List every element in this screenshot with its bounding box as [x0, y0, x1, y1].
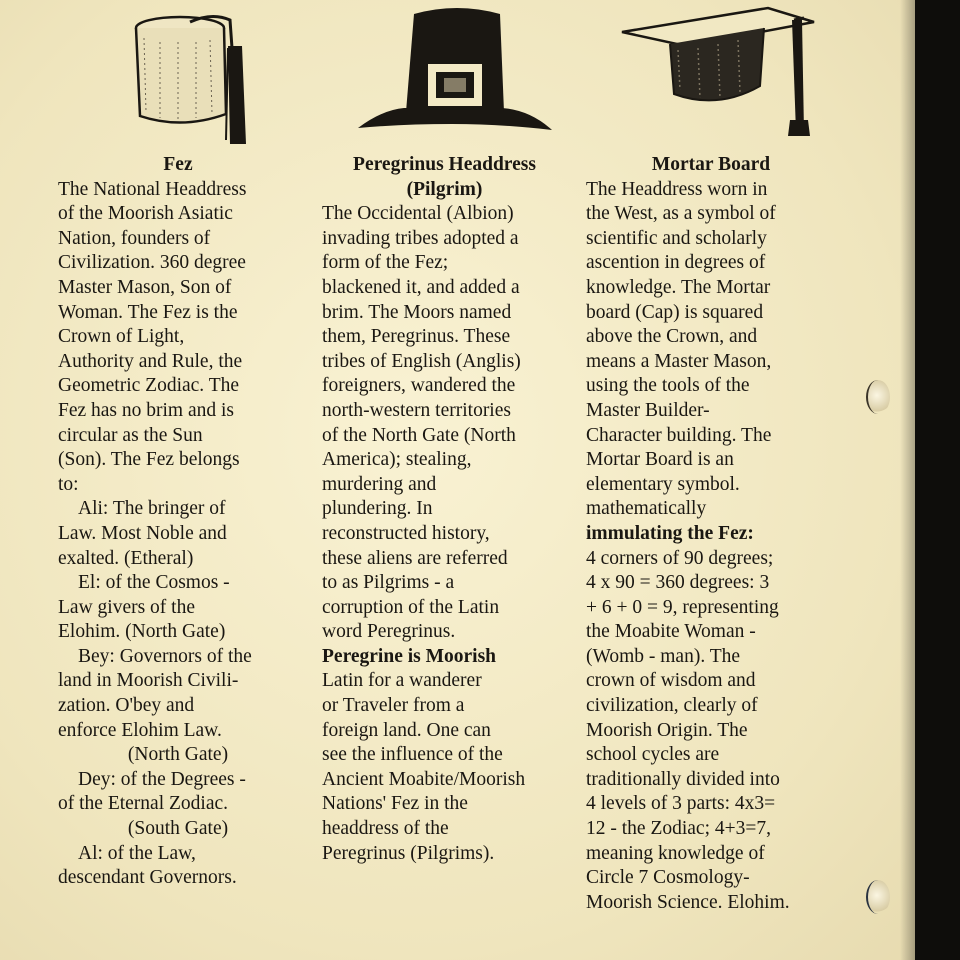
text-line: to: [58, 473, 79, 495]
text-line: Mortar Board is an [586, 449, 734, 471]
text-line: The Headdress worn in [586, 178, 768, 200]
text-line: civilization, clearly of [586, 695, 758, 717]
fez-title: Fez [163, 154, 193, 175]
text-line: ascention in degrees of [586, 252, 766, 274]
pilgrim-hat-icon [352, 6, 557, 136]
text-line: foreigners, wandered the [322, 375, 516, 397]
text-line: corruption of the Latin [322, 596, 500, 618]
text-line: Moorish Science. Elohim. [586, 891, 790, 913]
text-line: Master Builder- [586, 399, 710, 421]
text-line: traditionally divided into [586, 768, 780, 790]
mortarboard-column [586, 153, 836, 915]
text-line: above the Crown, and [586, 326, 758, 348]
text-line: Al: of the Law, [78, 842, 196, 864]
text-line: land in Moorish Civili- [58, 670, 239, 692]
text-line: scientific and scholarly [586, 227, 767, 249]
peregrinus-subtitle: (Pilgrim) [406, 178, 483, 200]
text-line: + 6 + 0 = 9, representing [586, 596, 779, 618]
fez-column [58, 153, 298, 891]
text-line: (Womb - man). The [586, 645, 741, 667]
mortarboard-icon [618, 2, 818, 138]
text-line: knowledge. The Mortar [586, 276, 771, 298]
text-line: Authority and Rule, the [58, 350, 243, 372]
text-line: 4 x 90 = 360 degrees: 3 [586, 572, 770, 594]
text-line: the West, as a symbol of [586, 203, 776, 225]
text-line: The National Headdress [58, 178, 247, 200]
fez-hat-icon [130, 8, 260, 150]
text-line: Bey: Governors of the [78, 645, 252, 667]
text-line: Crown of Light, [58, 326, 185, 348]
text-line: form of the Fez; [322, 252, 449, 274]
text-line: invading tribes adopted a [322, 227, 519, 249]
text-line: tribes of English (Anglis) [322, 350, 521, 372]
text-line: zation. O'bey and [58, 695, 195, 717]
text-line: board (Cap) is squared [586, 301, 764, 323]
text-line: means a Master Mason, [586, 350, 772, 372]
text-line: of the Moorish Asiatic [58, 203, 233, 225]
text-line: elementary symbol. [586, 473, 740, 495]
punch-hole-mark [866, 880, 890, 914]
text-line: (South Gate) [127, 818, 229, 840]
text-line: word Peregrinus. [322, 621, 456, 643]
text-line: Ancient Moabite/Moorish [322, 768, 526, 790]
text-line: 4 levels of 3 parts: 4x3= [586, 793, 776, 815]
text-line: Elohim. (North Gate) [58, 621, 226, 643]
text-line: 4 corners of 90 degrees; [586, 547, 774, 569]
text-line: (North Gate) [127, 744, 229, 766]
text-line: Character building. The [586, 424, 772, 446]
text-line: (Son). The Fez belongs [58, 449, 240, 471]
text-line: Law givers of the [58, 596, 195, 618]
text-line: foreign land. One can [322, 719, 491, 741]
text-line: Master Mason, Son of [58, 276, 232, 298]
text-line: see the influence of the [322, 744, 503, 766]
text-line: of the North Gate (North [322, 424, 516, 446]
text-line: The Occidental (Albion) [322, 203, 514, 225]
text-line: of the Eternal Zodiac. [58, 793, 229, 815]
text-line: school cycles are [586, 744, 720, 766]
text-line: or Traveler from a [322, 695, 465, 717]
text-line: to as Pilgrims - a [322, 572, 455, 594]
text-line: using the tools of the [586, 375, 750, 397]
text-line: America); stealing, [322, 449, 472, 471]
peregrinus-column [322, 153, 567, 866]
text-line: Woman. The Fez is the [58, 301, 238, 323]
text-line: Dey: of the Degrees - [78, 768, 246, 790]
text-line: Peregrinus (Pilgrims). [322, 842, 495, 864]
mortarboard-title: Mortar Board [651, 154, 771, 175]
text-line: Circle 7 Cosmology- [586, 867, 750, 889]
text-line: El: of the Cosmos - [78, 572, 230, 594]
text-line: Nation, founders of [58, 227, 211, 249]
text-line: them, Peregrinus. These [322, 326, 511, 348]
text-line: mathematically [586, 498, 707, 520]
text-line: Geometric Zodiac. The [58, 375, 240, 397]
text-line: descendant Governors. [58, 867, 237, 889]
text-line: immulating the Fez: [586, 522, 754, 544]
text-line: circular as the Sun [58, 424, 203, 446]
punch-hole-mark [866, 380, 890, 414]
text-line: Ali: The bringer of [78, 498, 226, 520]
text-line: meaning knowledge of [586, 842, 765, 864]
text-line: Civilization. 360 degree [58, 252, 246, 274]
text-line: the Moabite Woman - [586, 621, 756, 643]
text-line: crown of wisdom and [586, 670, 756, 692]
text-line: north-western territories [322, 399, 511, 421]
text-line: brim. The Moors named [322, 301, 512, 323]
text-line: exalted. (Etheral) [58, 547, 194, 569]
text-line: plundering. In [322, 498, 433, 520]
text-line: 12 - the Zodiac; 4+3=7, [586, 818, 771, 840]
text-line: headdress of the [322, 818, 449, 840]
text-line: Law. Most Noble and [58, 522, 227, 544]
text-line: these aliens are referred [322, 547, 508, 569]
text-line: Nations' Fez in the [322, 793, 468, 815]
text-line: Moorish Origin. The [586, 719, 748, 741]
text-line: Fez has no brim and is [58, 399, 235, 421]
text-line: enforce Elohim Law. [58, 719, 222, 741]
text-line: Latin for a wanderer [322, 670, 482, 692]
text-line: murdering and [322, 473, 437, 495]
text-line: blackened it, and added a [322, 276, 520, 298]
peregrinus-title: Peregrinus Headdress [353, 154, 536, 175]
text-line: Peregrine is Moorish [322, 645, 497, 667]
text-line: reconstructed history, [322, 522, 490, 544]
page-edge-shadow [900, 0, 915, 960]
